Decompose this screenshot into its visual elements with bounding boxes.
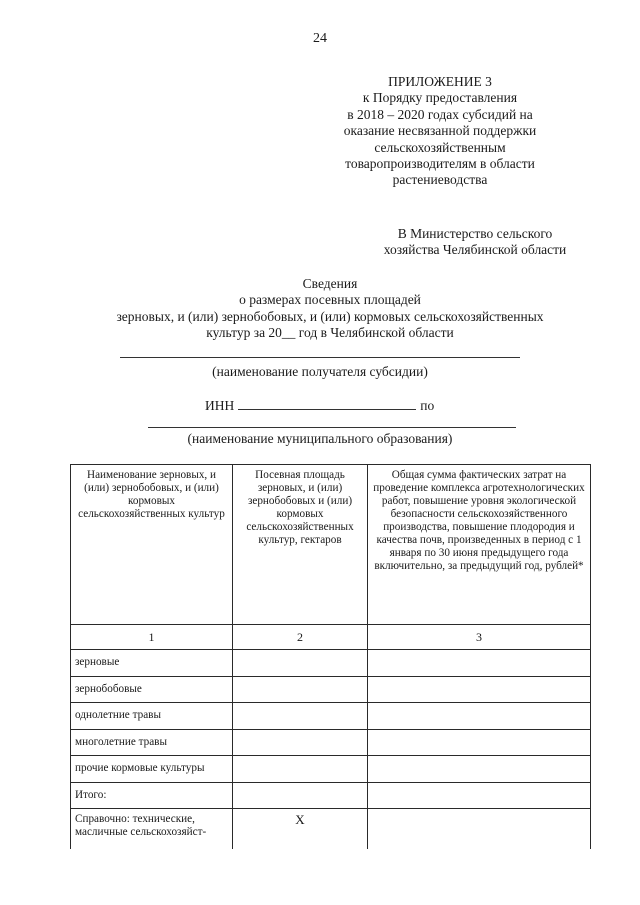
municipality-name-line[interactable]: [148, 427, 516, 428]
row-label: многолетние травы: [71, 729, 233, 756]
title-line: культур за 20__ год в Челябинской области: [206, 324, 454, 340]
not-applicable-mark: X: [233, 809, 368, 849]
row-label: прочие кормовые культуры: [71, 756, 233, 783]
costs-cell[interactable]: [368, 703, 591, 730]
title-line: Сведения: [302, 276, 358, 291]
area-cell[interactable]: [233, 756, 368, 783]
addressee-line: В Министерство сельского: [397, 226, 553, 241]
row-label: зернобобовые: [71, 676, 233, 703]
reference-label-line: масличные сельскохозяйст-: [75, 826, 207, 838]
appendix-line: в 2018 – 2020 годах субсидий на: [347, 106, 533, 122]
inn-label: ИНН: [205, 398, 235, 413]
costs-cell[interactable]: [368, 756, 591, 783]
column-header-area: Посевная площадь зерновых, и (или) зернобобовых и (или) кормовых сельскохозяйственных культур, гектаров: [233, 465, 368, 625]
costs-cell[interactable]: [368, 782, 591, 809]
column-header-costs: Общая сумма фактических затрат на проведение комплекса агротехнологических работ, повышение уровня экологической безопасности сельскохозяйственного производства, повышение плодородия и качества почв, произведенных в период с 1 января по 30 июня предыдущего года включительно, за предыдущий год, рублей*: [368, 465, 591, 625]
inn-suffix: по: [420, 398, 435, 413]
inn-row: [205, 398, 434, 414]
table-row: [71, 703, 591, 730]
page-number: 24: [313, 31, 327, 46]
appendix-header: [300, 74, 580, 189]
column-number-row: [71, 625, 591, 650]
costs-cell[interactable]: [368, 676, 591, 703]
table-row-reference: [71, 809, 591, 849]
table-row: [71, 729, 591, 756]
title-line: о размерах посевных площадей: [239, 292, 421, 308]
area-cell[interactable]: [233, 650, 368, 677]
table-row: [71, 756, 591, 783]
area-cell[interactable]: [233, 729, 368, 756]
appendix-line: оказание несвязанной поддержки: [343, 123, 537, 139]
costs-cell[interactable]: [368, 809, 591, 849]
appendix-line: растениеводства: [392, 172, 488, 188]
appendix-line: товаропроизводителям в области: [345, 156, 535, 172]
table-row: [71, 676, 591, 703]
table-header-row: [71, 465, 591, 625]
column-number: 1: [71, 625, 233, 650]
addressee-line: хозяйства Челябинской области: [383, 242, 567, 257]
column-header-crop: Наименование зерновых, и (или) зернобобовых, и (или) кормовых сельскохозяйственных культур: [71, 465, 233, 625]
recipient-name-line[interactable]: [120, 357, 520, 358]
municipality-caption: (наименование муниципального образования): [187, 431, 453, 446]
table-row-total: [71, 782, 591, 809]
row-label: зерновые: [71, 650, 233, 677]
table-row: [71, 650, 591, 677]
sowing-area-table: [70, 464, 591, 849]
addressee-block: [370, 226, 580, 258]
costs-cell[interactable]: [368, 729, 591, 756]
row-label-reference: [71, 809, 233, 849]
appendix-line: сельскохозяйственным: [374, 139, 506, 155]
appendix-line: к Порядку предоставления: [362, 90, 518, 106]
costs-cell[interactable]: [368, 650, 591, 677]
area-cell[interactable]: [233, 703, 368, 730]
appendix-line: ПРИЛОЖЕНИЕ 3: [388, 74, 492, 89]
recipient-caption: (наименование получателя субсидии): [212, 364, 428, 379]
inn-input-line[interactable]: [238, 399, 416, 410]
row-label-total: Итого:: [71, 782, 233, 809]
area-cell[interactable]: [233, 676, 368, 703]
column-number: 2: [233, 625, 368, 650]
title-line: зерновых, и (или) зернобобовых, и (или) кормовых сельскохозяйственных: [116, 308, 544, 324]
column-number: 3: [368, 625, 591, 650]
document-title: [60, 276, 600, 341]
row-label: однолетние травы: [71, 703, 233, 730]
area-cell[interactable]: [233, 782, 368, 809]
reference-label-line: Справочно: технические,: [75, 813, 195, 825]
